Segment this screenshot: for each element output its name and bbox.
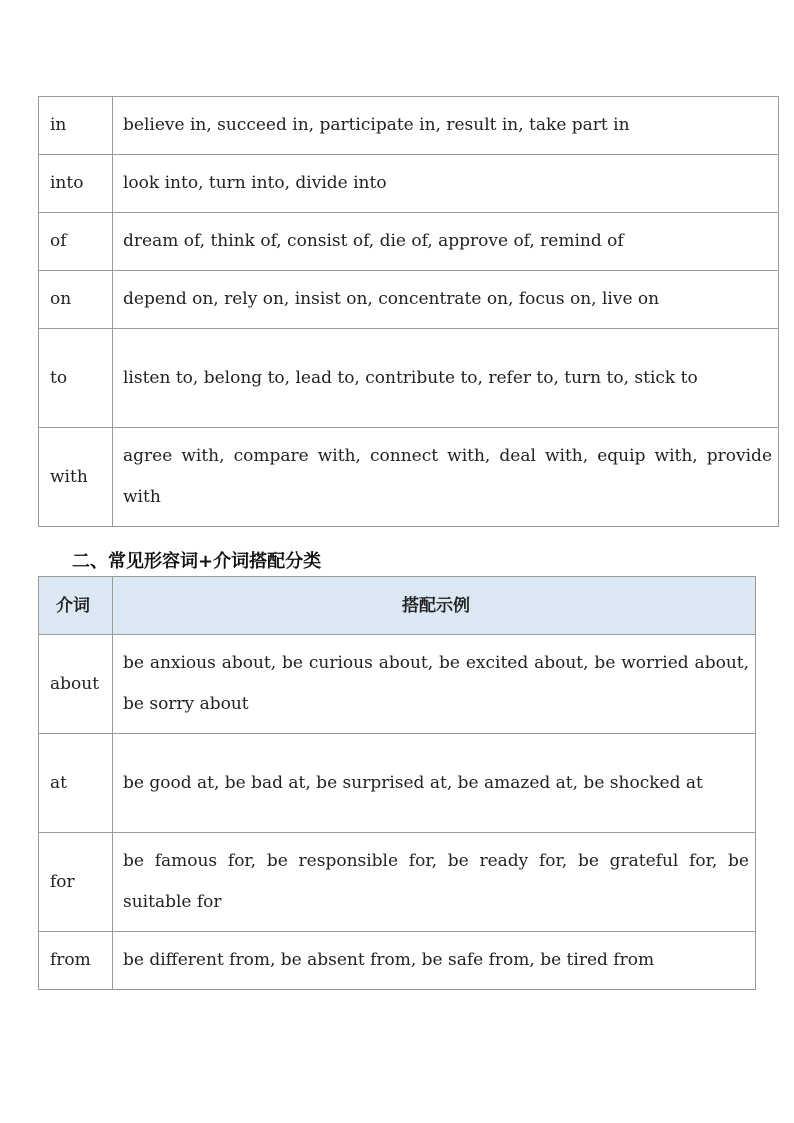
table-row xyxy=(39,155,779,213)
table-row xyxy=(39,271,779,329)
examples-cell: be different from, be absent from, be safe from, be tired from xyxy=(113,932,756,990)
adjective-preposition-table xyxy=(38,576,756,990)
preposition-cell: into xyxy=(39,155,113,213)
table-header-row xyxy=(39,577,756,635)
table-row xyxy=(39,329,779,428)
preposition-cell: at xyxy=(39,734,113,833)
examples-cell: believe in, succeed in, participate in, result in, take part in xyxy=(113,97,779,155)
table-row xyxy=(39,932,756,990)
verb-preposition-table xyxy=(38,96,779,527)
examples-cell: depend on, rely on, insist on, concentrate on, focus on, live on xyxy=(113,271,779,329)
examples-cell: dream of, think of, consist of, die of, approve of, remind of xyxy=(113,213,779,271)
examples-cell: look into, turn into, divide into xyxy=(113,155,779,213)
preposition-cell: in xyxy=(39,97,113,155)
table-row xyxy=(39,97,779,155)
examples-cell: be anxious about, be curious about, be excited about, be worried about, be sorry about xyxy=(113,635,756,734)
preposition-cell: on xyxy=(39,271,113,329)
table-row xyxy=(39,635,756,734)
examples-column-header: 搭配示例 xyxy=(113,577,756,635)
table-row xyxy=(39,213,779,271)
preposition-cell: with xyxy=(39,428,113,527)
preposition-cell: of xyxy=(39,213,113,271)
preposition-cell: to xyxy=(39,329,113,428)
examples-cell: be famous for, be responsible for, be ready for, be grateful for, be suitable for xyxy=(113,833,756,932)
preposition-cell: about xyxy=(39,635,113,734)
table-row xyxy=(39,428,779,527)
examples-cell: listen to, belong to, lead to, contribute to, refer to, turn to, stick to xyxy=(113,329,779,428)
preposition-cell: for xyxy=(39,833,113,932)
examples-cell: agree with, compare with, connect with, deal with, equip with, provide with xyxy=(113,428,779,527)
preposition-column-header: 介词 xyxy=(39,577,113,635)
examples-cell: be good at, be bad at, be surprised at, be amazed at, be shocked at xyxy=(113,734,756,833)
section-heading: 二、常见形容词+介词搭配分类 xyxy=(72,551,322,572)
preposition-cell: from xyxy=(39,932,113,990)
table-row xyxy=(39,734,756,833)
table-row xyxy=(39,833,756,932)
